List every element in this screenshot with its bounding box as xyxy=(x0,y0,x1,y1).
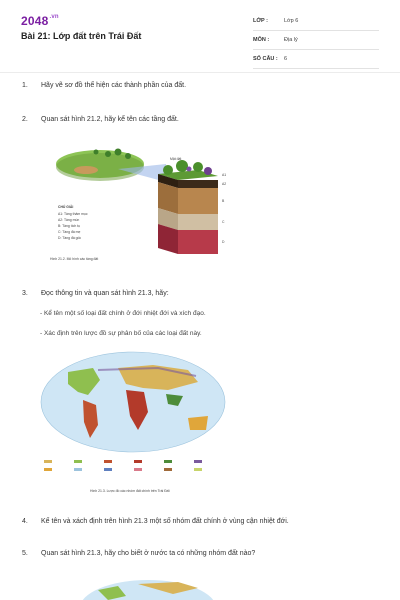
header-divider xyxy=(0,72,400,73)
figure-caption: Hình 21.2. Mô hình các tầng đất xyxy=(50,257,99,261)
map-caption: Hình 21.3. Lược đồ các nhóm đất chính trên Trái Đất xyxy=(90,489,170,493)
soil-layers-figure xyxy=(48,136,238,266)
sub-item-1: - Kể tên một số loại đất chính ở đới nhiệt đới và xích đạo. xyxy=(40,310,206,317)
legend-title: CHÚ GIẢI xyxy=(58,205,74,209)
lesson-title: Bài 21: Lớp đất trên Trái Đất xyxy=(21,31,142,41)
svg-text:D: Tầng đá gốc: D: Tầng đá gốc xyxy=(58,236,82,240)
svg-text:D: D xyxy=(222,240,225,244)
meta-row-subject: MÔN : Địa lý xyxy=(253,31,379,50)
question-5: 5. Quan sát hình 21.3, hãy cho biết ở nước ta có những nhóm đất nào? xyxy=(22,550,256,557)
svg-text:B: B xyxy=(222,199,225,203)
svg-text:C: Tầng đá mẹ: C: Tầng đá mẹ xyxy=(58,230,81,234)
svg-text:A1: Tầng thảm mục: A1: Tầng thảm mục xyxy=(58,212,88,216)
soil-block xyxy=(158,160,218,254)
lesson-meta xyxy=(253,12,379,69)
meta-row-count: SỐ CÂU : 6 xyxy=(253,50,379,69)
sub-item-2: - Xác định trên lược đồ sự phân bố của các loại đất này. xyxy=(40,330,202,337)
meta-row-class: LỚP : Lớp 6 xyxy=(253,12,379,31)
page-header xyxy=(0,0,400,72)
question-3: 3. Đọc thông tin và quan sát hình 21.3, hãy: xyxy=(22,290,169,297)
svg-text:A2: Tầng mùn: A2: Tầng mùn xyxy=(58,218,80,222)
site-logo[interactable]: $2048^{.vn}$ xyxy=(21,14,59,28)
svg-text:C: C xyxy=(222,220,225,224)
question-1: 1. Hãy vẽ sơ đồ thể hiện các thành phần của đất. xyxy=(22,82,187,89)
svg-text:A1: A1 xyxy=(222,173,227,177)
block-label: Mặt đất xyxy=(170,157,182,161)
svg-text:B: Tầng tích tụ: B: Tầng tích tụ xyxy=(58,224,80,228)
svg-text:A2: A2 xyxy=(222,182,227,186)
map-legend xyxy=(44,460,202,471)
world-soil-map-partial xyxy=(78,578,218,600)
question-2: 2. Quan sát hình 21.2, hãy kể tên các tầng đất. xyxy=(22,116,179,123)
world-soil-map xyxy=(38,350,228,500)
question-4: 4. Kể tên và xách định trên hình 21.3 một số nhóm đất chính ở vùng cận nhiệt đới. xyxy=(22,518,289,525)
